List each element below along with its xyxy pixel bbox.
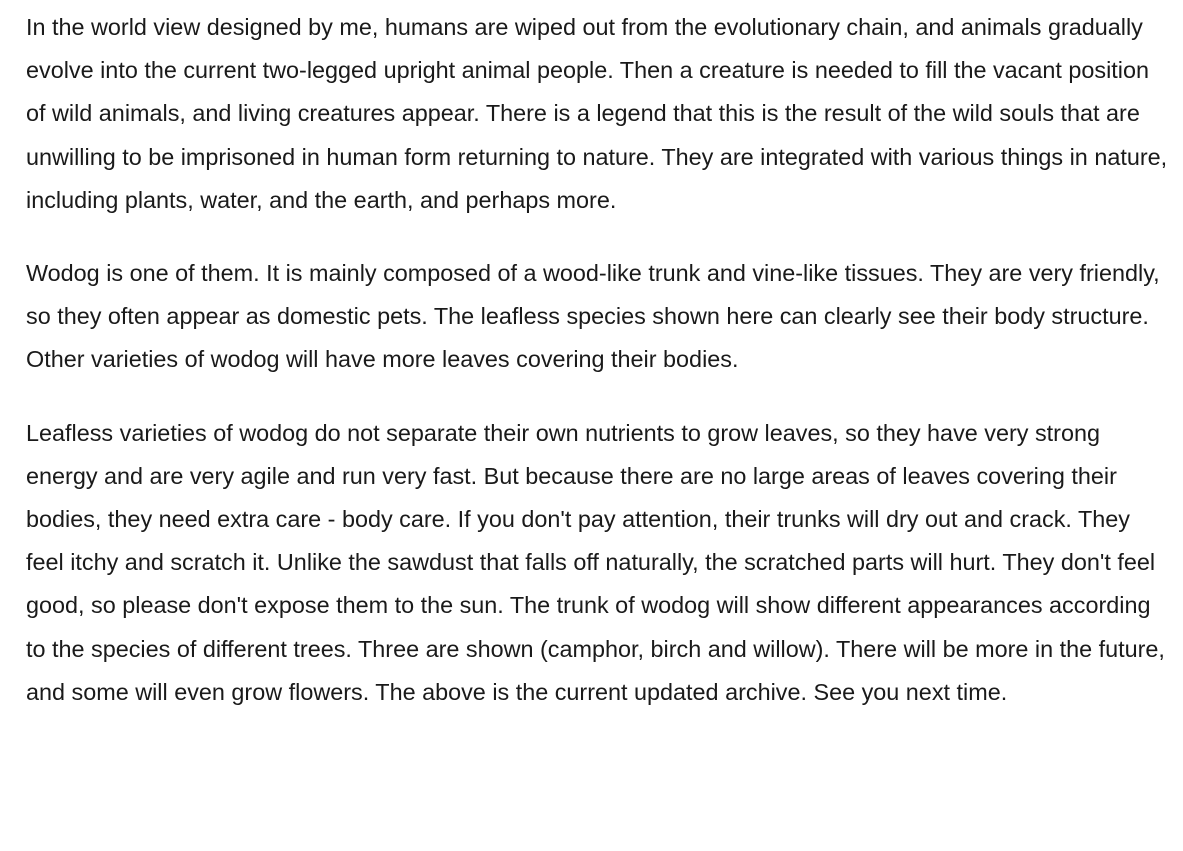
paragraph-world-view: In the world view designed by me, humans are wiped out from the evolutionary chain, and animals gradually evolve into the current two-legged upright animal people. Then a creature is needed to fill the vacant position of wild animals, and living creatures appear. There is a legend that this is the result of the wild souls that are unwilling to be imprisoned in human form returning to nature. They are integrated with various things in nature, including plants, water, and the earth, and perhaps more.	[26, 14, 1168, 213]
paragraph-leafless-care: Leafless varieties of wodog do not separate their own nutrients to grow leaves, so they have very strong energy and are very agile and run very fast. But because there are no large areas of leaves covering their bodies, they need extra care - body care. If you don't pay attention, their trunks will dry out and crack. They feel itchy and scratch it. Unlike the sawdust that falls off naturally, the scratched parts will hurt. They don't feel good, so please don't expose them to the sun. The trunk of wodog will show different appearances according to the species of different trees. Three are shown (camphor, birch and willow). There will be more in the future, and some will even grow flowers. The above is the current updated archive. See you next time.	[26, 419, 1165, 705]
paragraph-wodog-intro: Wodog is one of them. It is mainly composed of a wood-like trunk and vine-like tissues. They are very friendly, so they often appear as domestic pets. The leafless species shown here can clearly see their body structure. Other varieties of wodog will have more leaves covering their bodies.	[26, 260, 1160, 373]
